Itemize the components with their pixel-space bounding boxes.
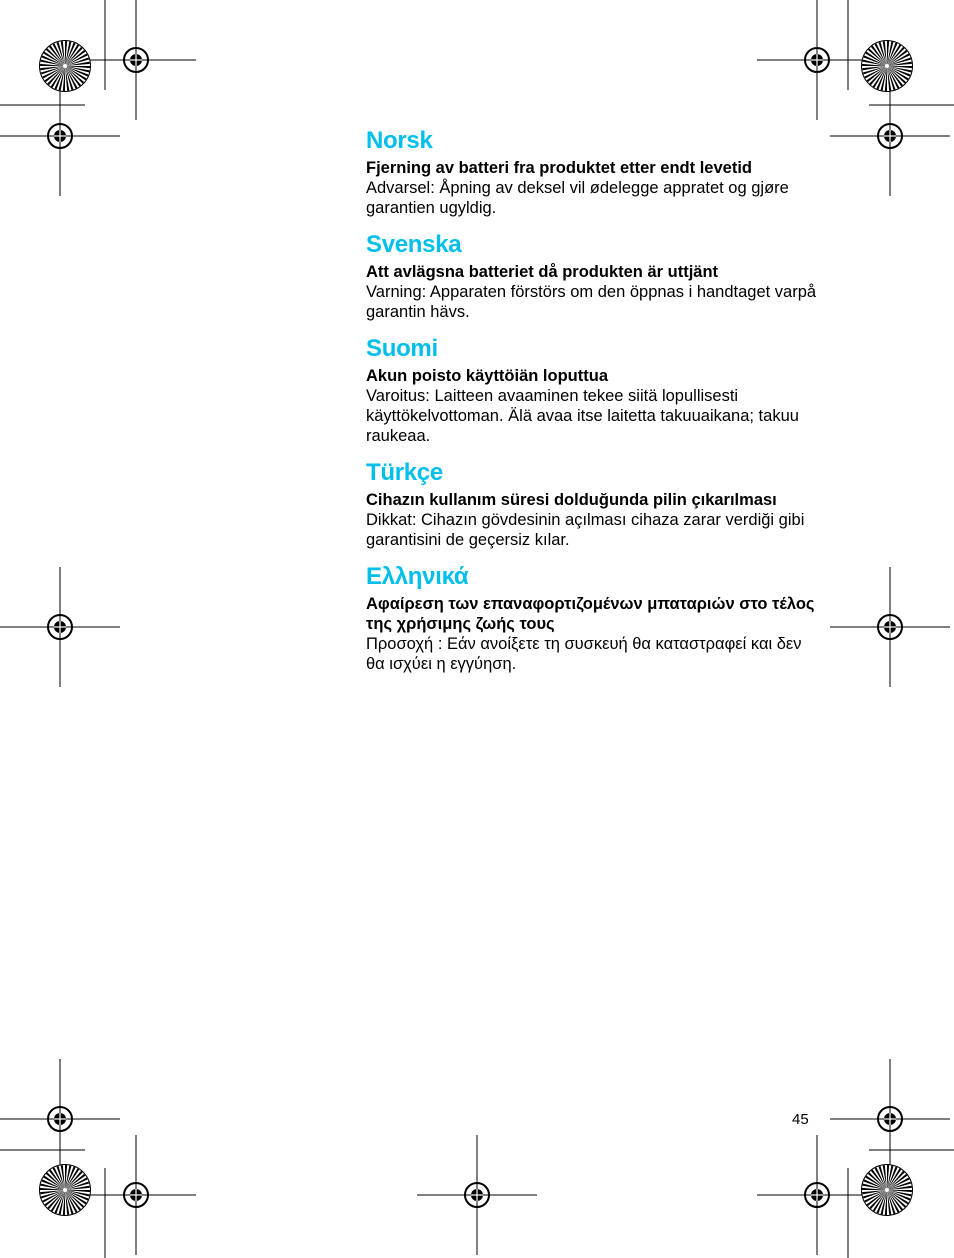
registration-crosshair-icon (0, 567, 120, 687)
section-subheading: Fjerning av batteri fra produktet etter endt levetid (366, 159, 752, 177)
registration-crosshair-icon (0, 1059, 120, 1179)
section-subheading: Att avlägsna batteriet då produkten är uttjänt (366, 263, 719, 281)
starburst-target-icon (40, 1165, 91, 1216)
section-heading: Türkçe (366, 459, 443, 486)
section-subheading: Akun poisto käyttöiän loputtua (366, 367, 608, 385)
registration-crosshair-icon (830, 1059, 950, 1179)
document-content (366, 126, 818, 686)
section-turkce (366, 458, 818, 550)
section-body: Dikkat: Cihazın gövdesinin açılması cihaza zarar verdiği gibi garantisini de geçersiz kılar. (366, 511, 805, 549)
registration-crosshair-icon (830, 76, 950, 196)
section-heading: Ελληνικά (366, 563, 469, 590)
registration-crosshair-icon (417, 1135, 537, 1255)
section-body: Varoitus: Laitteen avaaminen tekee siitä lopullisesti käyttökelvottoman. Älä avaa itse laitetta takuuaikana; takuu raukeaa. (366, 387, 799, 445)
section-norsk (366, 126, 818, 218)
starburst-target-icon (862, 41, 913, 92)
starburst-target-icon (862, 1165, 913, 1216)
section-heading: Svenska (366, 231, 462, 258)
registration-crosshair-icon (0, 76, 120, 196)
registration-crosshair-icon (757, 0, 877, 120)
registration-crosshair-icon (76, 0, 196, 120)
section-greek (366, 562, 818, 674)
section-subheading: Cihazın kullanım süresi dolduğunda pilin çıkarılması (366, 491, 777, 509)
section-svenska (366, 230, 818, 322)
section-heading: Suomi (366, 335, 438, 362)
section-body: Varning: Apparaten förstörs om den öppnas i handtaget varpå garantin hävs. (366, 283, 817, 321)
page-number: 45 (792, 1111, 809, 1128)
registration-crosshair-icon (757, 1135, 877, 1255)
registration-crosshair-icon (830, 567, 950, 687)
section-body: Προσοχή : Εάν ανοίξετε τη συσκευή θα καταστραφεί και δεν θα ισχύει η εγγύηση. (366, 635, 802, 673)
section-subheading: Αφαίρεση των επαναφορτιζομένων μπαταριών στο τέλος της χρήσιμης ζωής τους (366, 595, 815, 633)
starburst-target-icon (40, 41, 91, 92)
section-suomi (366, 334, 818, 446)
section-body: Advarsel: Åpning av deksel vil ødelegge appratet og gjøre garantien ugyldig. (366, 179, 789, 217)
registration-crosshair-icon (76, 1135, 196, 1255)
section-heading: Norsk (366, 127, 433, 154)
